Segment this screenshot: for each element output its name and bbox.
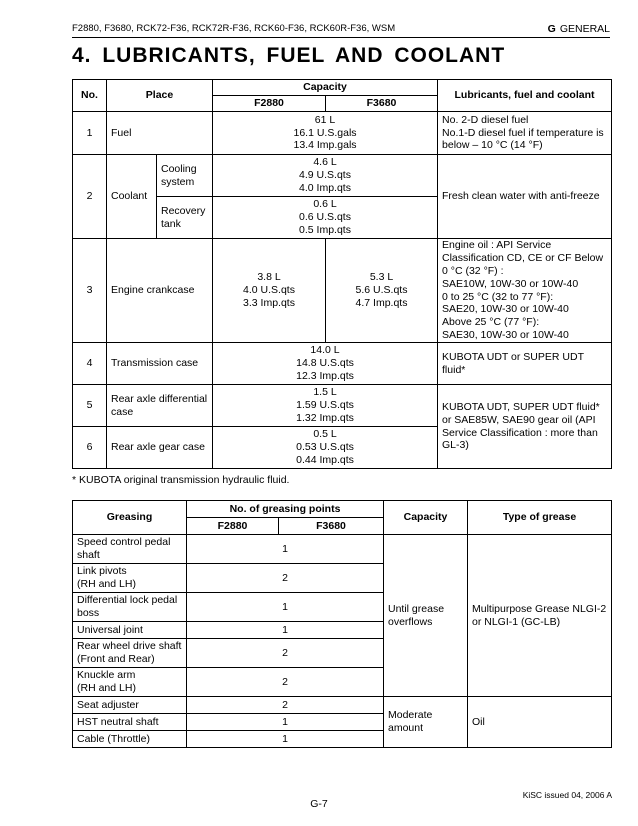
- row-place: Engine crankcase: [107, 239, 213, 343]
- col-type-header: Type of grease: [468, 501, 612, 535]
- row-capacity: 61 L 16.1 U.S.gals 13.4 Imp.gals: [213, 112, 438, 155]
- greasing-place: Cable (Throttle): [73, 731, 187, 748]
- greasing-table: [72, 500, 612, 748]
- row-lubricant: No. 2-D diesel fuel No.1-D diesel fuel if temperature is below – 10 °C (14 °F): [438, 112, 612, 155]
- table-row: [73, 112, 612, 155]
- row-number: 5: [73, 385, 107, 427]
- greasing-points: 2: [187, 668, 384, 697]
- greasing-points: 2: [187, 639, 384, 668]
- row-number: 4: [73, 343, 107, 385]
- lube-header-row-1: [73, 80, 612, 96]
- greasing-place: Rear wheel drive shaft (Front and Rear): [73, 639, 187, 668]
- row-capacity: 0.5 L 0.53 U.S.qts 0.44 Imp.qts: [213, 427, 438, 469]
- table-row: [73, 239, 612, 343]
- row-subplace: Recovery tank: [157, 197, 213, 239]
- grease-header-row-1: [73, 501, 612, 518]
- row-capacity: 4.6 L 4.9 U.S.qts 4.0 Imp.qts: [213, 155, 438, 197]
- greasing-place: HST neutral shaft: [73, 714, 187, 731]
- greasing-points: 1: [187, 622, 384, 639]
- table-row: [73, 535, 612, 564]
- row-capacity: 1.5 L 1.59 U.S.qts 1.32 Imp.qts: [213, 385, 438, 427]
- section-letter: G: [547, 23, 556, 35]
- col-f2880-header: F2880: [213, 96, 326, 112]
- lubricants-table: [72, 79, 612, 469]
- greasing-place: Knuckle arm (RH and LH): [73, 668, 187, 697]
- greasing-place: Seat adjuster: [73, 697, 187, 714]
- row-capacity: 14.0 L 14.8 U.S.qts 12.3 Imp.qts: [213, 343, 438, 385]
- col-points-header: No. of greasing points: [187, 501, 384, 518]
- row-capacity-f3680: 5.3 L 5.6 U.S.qts 4.7 Imp.qts: [326, 239, 438, 343]
- greasing-place: Link pivots (RH and LH): [73, 564, 187, 593]
- greasing-type: Multipurpose Grease NLGI-2 or NLGI-1 (GC-LB): [468, 535, 612, 697]
- row-subplace: Cooling system: [157, 155, 213, 197]
- issue-info: KiSC issued 04, 2006 A: [522, 790, 612, 800]
- row-number: 3: [73, 239, 107, 343]
- col-greasing-header: Greasing: [73, 501, 187, 535]
- row-lubricant: KUBOTA UDT, SUPER UDT fluid* or SAE85W, SAE90 gear oil (API Service Classification : more than GL-3): [438, 385, 612, 469]
- col-capacity-header: Capacity: [384, 501, 468, 535]
- row-place: Coolant: [107, 155, 157, 239]
- col-lubricants-header: Lubricants, fuel and coolant: [438, 80, 612, 112]
- greasing-points: 1: [187, 731, 384, 748]
- col-f2880-header: F2880: [187, 518, 279, 535]
- row-lubricant: KUBOTA UDT or SUPER UDT fluid*: [438, 343, 612, 385]
- greasing-points: 1: [187, 593, 384, 622]
- row-lubricant: Engine oil : API Service Classification CD, CE or CF Below 0 °C (32 °F) : SAE10W, 10W-30 or 10W-40 0 to 25 °C (32 to 77 °F): SAE20, 10W-30 or 10W-40 Above 25 °C (77 °F): SAE30, 10W-30 or 10W-40: [438, 239, 612, 343]
- col-place-header: Place: [107, 80, 213, 112]
- table-row: [73, 155, 612, 197]
- row-place: Rear axle gear case: [107, 427, 213, 469]
- greasing-points: 1: [187, 714, 384, 731]
- section-label: [548, 22, 610, 36]
- row-number: 6: [73, 427, 107, 469]
- table-row: [73, 697, 612, 714]
- greasing-points: 1: [187, 535, 384, 564]
- page-title: 4. LUBRICANTS, FUEL AND COOLANT: [72, 44, 506, 67]
- table-row: [73, 385, 612, 427]
- row-lubricant: Fresh clean water with anti-freeze: [438, 155, 612, 239]
- col-f3680-header: F3680: [279, 518, 384, 535]
- row-place: Transmission case: [107, 343, 213, 385]
- greasing-capacity: Moderate amount: [384, 697, 468, 748]
- greasing-points: 2: [187, 697, 384, 714]
- greasing-place: Differential lock pedal boss: [73, 593, 187, 622]
- row-place: Fuel: [107, 112, 213, 155]
- greasing-type: Oil: [468, 697, 612, 748]
- col-capacity-header: Capacity: [213, 80, 438, 96]
- greasing-points: 2: [187, 564, 384, 593]
- header-divider: [72, 37, 610, 38]
- col-no-header: No.: [73, 80, 107, 112]
- greasing-capacity: Until grease overflows: [384, 535, 468, 697]
- row-capacity-f2880: 3.8 L 4.0 U.S.qts 3.3 Imp.qts: [213, 239, 326, 343]
- section-name: GENERAL: [559, 23, 610, 35]
- model-list: F2880, F3680, RCK72-F36, RCK72R-F36, RCK60-F36, RCK60R-F36, WSM: [72, 23, 396, 34]
- footnote: * KUBOTA original transmission hydraulic fluid.: [72, 474, 290, 486]
- greasing-place: Universal joint: [73, 622, 187, 639]
- row-place: Rear axle differential case: [107, 385, 213, 427]
- table-row: [73, 343, 612, 385]
- page-number: G-7: [310, 798, 328, 810]
- greasing-place: Speed control pedal shaft: [73, 535, 187, 564]
- page-header: [72, 22, 610, 36]
- col-f3680-header: F3680: [326, 96, 438, 112]
- row-capacity: 0.6 L 0.6 U.S.qts 0.5 Imp.qts: [213, 197, 438, 239]
- row-number: 2: [73, 155, 107, 239]
- row-number: 1: [73, 112, 107, 155]
